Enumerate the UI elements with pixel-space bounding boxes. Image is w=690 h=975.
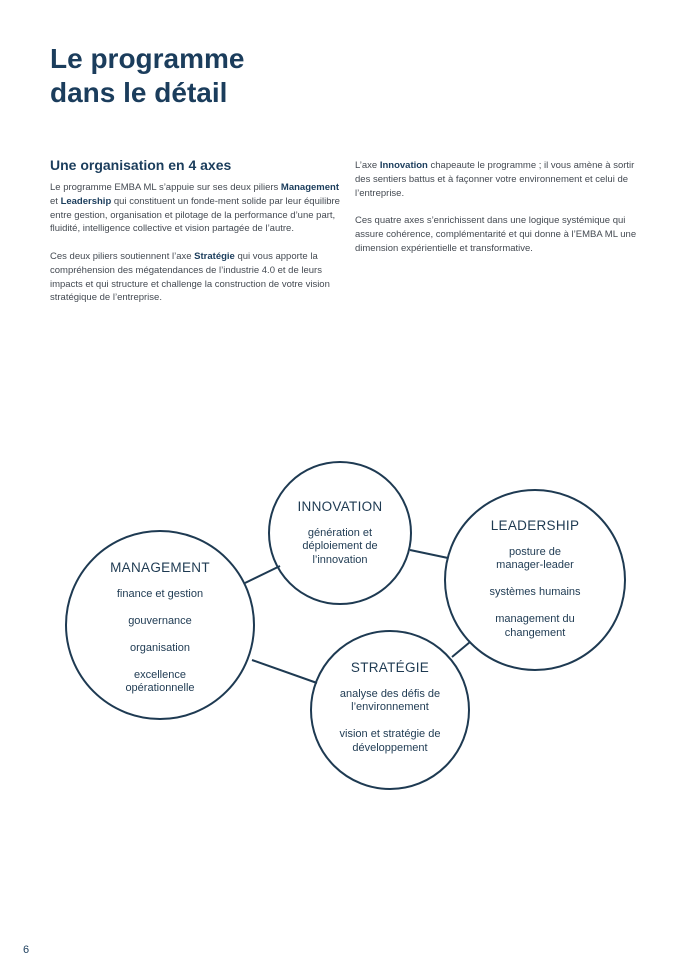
leadership-item: posture de manager-leader (496, 545, 574, 571)
leadership-title: LEADERSHIP (490, 518, 580, 533)
strategie-item: analyse des défis de l’environnement (339, 687, 441, 713)
management-item: finance et gestion (116, 587, 204, 600)
management-block (95, 561, 225, 709)
strategie-title: STRATÉGIE (350, 660, 430, 675)
text-span: et (50, 195, 61, 207)
bold-innovation: Innovation (379, 160, 428, 171)
bold-management: Management (280, 182, 339, 193)
leadership-item: systèmes humains (489, 586, 581, 598)
innovation-item: génération et déploiement de l’innovation (302, 526, 378, 566)
page-title-line-2: dans le détail (50, 77, 228, 108)
section-subtitle: Une organisation en 4 axes (50, 157, 232, 173)
innovation-title: INNOVATION (297, 499, 383, 514)
leadership-block (480, 519, 590, 654)
bold-leadership: Leadership (60, 195, 112, 207)
strategie-item: vision et stratégie de développement (339, 728, 441, 754)
connector-management-innovation (245, 566, 280, 583)
text-span: Le programme EMBA ML s’appuie sur ses deux piliers (50, 182, 281, 193)
management-item: excellence opérationnelle (125, 668, 195, 694)
innovation-block (290, 500, 390, 581)
text-span: chapeaute le programme ; il vous amène à sortir des sentiers battus et à façonner votre environnement et celui de l’entreprise. (355, 160, 635, 199)
management-title: MANAGEMENT (110, 560, 210, 575)
connector-management-strategie (252, 660, 317, 683)
page-number: 6 (23, 944, 30, 956)
leadership-item: management du changement (495, 613, 575, 639)
text-span: qui vous apporte la compréhension des mégatendances de l’industrie 4.0 et de leurs impacts et qui structure et challenge la construction de votre vision stratégique de l’entreprise. (50, 250, 330, 304)
bold-strategie: Stratégie (194, 250, 235, 262)
text-span: qui constituent un fonde-ment solide par leur équilibre entre gestion, organisation et pilotage de la performance d’une part, fluidité, intelligence collective et vision partagée de l’autre. (50, 195, 340, 235)
management-item: organisation (130, 641, 190, 654)
text-span: Ces deux piliers soutiennent l’axe (50, 250, 195, 262)
strategie-block (330, 661, 450, 769)
text-span: L’axe (355, 160, 380, 171)
connector-leadership-strategie (452, 642, 470, 657)
paragraph-axes: Ces quatre axes s’enrichissent dans une logique systémique qui assure cohérence, complémentarité et qui donne à l’EMBA ML une dimension expérientielle et transformative. (355, 215, 637, 254)
management-item: gouvernance (128, 614, 192, 627)
page-title-line-1: Le programme (50, 43, 245, 74)
connector-innovation-leadership (410, 550, 448, 558)
